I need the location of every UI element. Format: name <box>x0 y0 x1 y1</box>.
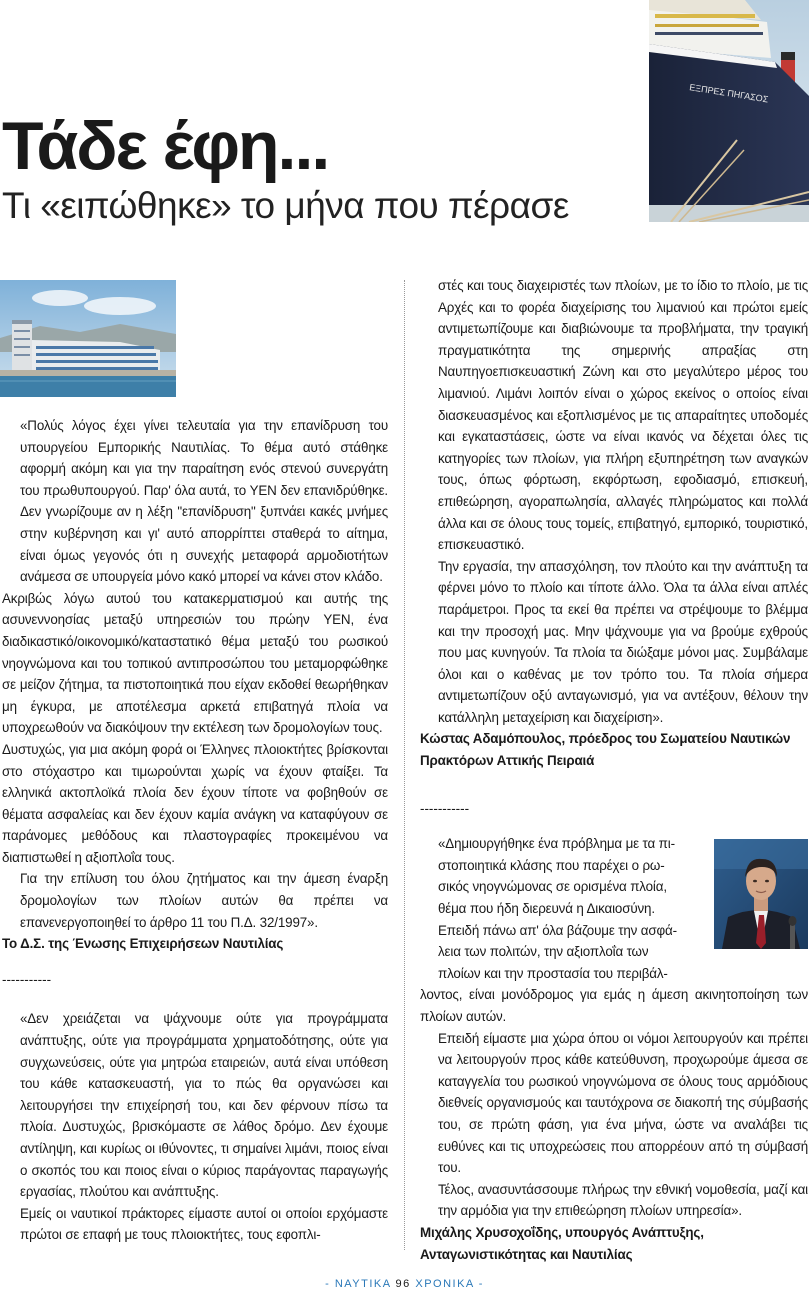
page-number: 96 <box>395 1278 411 1290</box>
page-subtitle: Τι «ειπώθηκε» το μήνα που πέρασε <box>2 185 569 226</box>
quote3-line: Επειδή πάνω απ' όλα βάζουμε την ασφά- <box>438 922 677 938</box>
left-column <box>2 415 388 1246</box>
right-column <box>420 275 808 1265</box>
quote1-paragraph: «Πολύς λόγος έχει γίνει τελευταία για την επανίδρυση του υπουργείου Εμπορικής Ναυτιλίας. Το θέμα αυτό στάθηκε αφορμή ακόμη και για την παραίτηση ενός στενού συνεργάτη του πρωθυπουργού. Παρ' όλα αυτά, το ΥΕΝ δεν επανιδρύθηκε. Δεν γνωρίζουμε αν η λέξη "επανίδρυση" ξυπνάει κακές μνήμες στην κυβέρνηση και γι' αυτό απορρίπτει σταθερά το αίτημα, είναι όμως γεγονός ότι η συνεχής μεταφορά αρμοδιοτήτων ανάμεσα σε υπουργεία μόνο κακό μπορεί να κάνει στον κλάδο. <box>20 418 388 585</box>
quote3-paragraph: Τέλος, ανασυντάσσουμε πλήρως την εθνική νομοθεσία, μαζί και την αρμόδια για την επιθεώρηση πλοίων υπηρεσία». <box>438 1181 808 1219</box>
quote3-line: πλοίων και την προστασία του περιβάλ- <box>438 965 668 981</box>
quote3-line: θέμα που ήδη διερευνά η Δικαιοσύνη. <box>438 901 655 917</box>
quote3-line: στοποιητικά κλάσης που παρέχει ο ρω- <box>438 857 665 873</box>
section-separator: ----------- <box>420 800 470 816</box>
section-separator: ----------- <box>2 971 52 987</box>
quote3-line: σικός νηογνώμονας σε ορισμένα πλοία, <box>438 879 667 895</box>
footer-right: ΧΡΟΝΙΚΑ - <box>415 1278 484 1290</box>
minister-portrait-photo <box>714 839 808 949</box>
quote1-paragraph: Ακριβώς λόγω αυτού του κατακερματισμού και αυτής της ασυνεννοησίας μεταξύ υπηρεσιών του πρώην ΥΕΝ, ένα διαδικαστικό/οικονομικό/καταστατικό θέμα μεταξύ του ρωσικού νηογνώμονα και του τοπικού αντιπροσώπου του μεταμορφώθηκε σε μείζον ζήτημα, τα πιστοποιητικά που είχαν εκδοθεί θεωρήθηκαν μη έγκυρα, με αποτέλεσμα αρκετά επιβατηγά πλοία να υποχρεωθούν να διακόψουν την εκτέλεση των δρομολογίων τους. <box>2 590 388 736</box>
quote2-paragraph: «Δεν χρειάζεται να ψάχνουμε ούτε για προγράμματα ανάπτυξης, ούτε για προγράμματα χρηματοδότησης, ούτε για συγχωνεύσεις, ούτε για μητρώα εταιρειών, αυτά είναι υπόθεση του κάθε κατασκευαστή, για το πώς θα οργανώσει και λειτουργήσει την επιχείρησή του, και δεν φέρνουν πίσω τα πλοία. Δυστυχώς, βρισκόμαστε σε λάθος δρόμο. Δεν έχουμε αντίληψη, και κυρίως οι ιθύνοντες, τι σημαίνει λιμάνι, ποιος είναι ο σκοπός του και ποιος είναι ο κύριος παράγοντας παραγωγής εργασίας, πλούτου και ανάπτυξης. <box>20 1011 388 1200</box>
quote3-paragraph: Επειδή είμαστε μια χώρα όπου οι νόμοι λειτουργούν και πρέπει να λειτουργούν προς κάθε κατεύθυνση, προχωρούμε άμεσα σε καταγγελία του ρωσικού νηογνώμονα σε όλους τους αρμόδιους διεθνείς οργανισμούς και ταυτόχρονα σε διακοπή της σύμβασής του, σε πρώτη φάση, για ένα μήνα, ώστε να αναλάβει τις ευθύνες και τις υποχρεώσεις που απορρέουν από τη σύμβασή του. <box>438 1030 808 1176</box>
ferry-ship-photo <box>649 0 809 222</box>
quote3-line: «Δημιουργήθηκε ένα πρόβλημα με τα πι- <box>438 836 675 852</box>
quote1-paragraph: Δυστυχώς, για μια ακόμη φορά οι Έλληνες πλοιοκτήτες βρίσκονται στο στόχαστρο και τιμωρούνται χωρίς να έχουν φταίξει. Τα ελληνικά ακτοπλοϊκά πλοία δεν έχουν τίποτε να φοβηθούν σε θέματα ασφαλείας και δεν έχουν καμία ανάγκη να καταφύγουν σε παράνομες μεθόδους και πλαστογραφίες προκειμένου να διαπιστωθεί η αξιοπλοΐα τους. <box>2 741 388 865</box>
page-footer <box>0 1278 809 1290</box>
footer-left: - ΝΑΥΤΙΚΑ <box>325 1278 391 1290</box>
quote3-paragraph: λοντος, είναι μονόδρομος για εμάς η άμεση ακινητοποίηση των πλοίων αυτών. <box>420 987 808 1024</box>
ministry-building-photo <box>0 280 176 397</box>
quote2-signature: Κώστας Αδαμόπουλος, πρόεδρος του Σωματείου Ναυτικών Πρακτόρων Αττικής Πειραιά <box>420 731 791 769</box>
quote3-line: λεια των πολιτών, την αξιοπλοΐα των <box>438 944 649 960</box>
quote1-signature: Το Δ.Σ. της Ένωσης Επιχειρήσεων Ναυτιλίας <box>2 936 284 952</box>
page-title: Τάδε έφη... <box>2 108 329 184</box>
quote3-signature-line1: Μιχάλης Χρυσοχοΐδης, υπουργός Ανάπτυξης, <box>420 1224 704 1240</box>
quote3-signature-line2: Ανταγωνιστικότητας και Ναυτιλίας <box>420 1246 633 1262</box>
quote2-paragraph: στές και τους διαχειριστές των πλοίων, με το ίδιο το πλοίο, με τις Αρχές και το φορέα διαχείρισης του λιμανιού και πρώτοι εμείς αντιμετωπίζουμε και διαβιώνουμε τα προβλήματα, την τραγική πραγματικότητα της σημερινής απραξίας στη Ναυπηγοεπισκευαστική Ζώνη και στο μεγαλύτερο μέρος του λιμανιού. Λιμάνι λοιπόν είναι ο χώρος εκείνος ο οποίος είναι διασκευασμένος και εξοπλισμένος με τις απαραίτητες υποδομές και εγκαταστάσεις, ώστε να είναι ικανός να δέχεται όλες τις κατηγορίες των πλοίων, για πλήρη εξυπηρέτηση των αναγκών τους, όπως φόρτωση, εκφόρτωση, εφοδιασμό, επισκευή, επιθεώρηση, αγοραπωλησία, αλλαγές πληρώματος και πολλά άλλα και σε όλους τους τομείς, επιβατηγό, εμπορικό, τουριστικό, επισκευαστικό. <box>438 278 808 553</box>
ship-name-text: ΕΞΠΡΕΣ ΠΗΓΑΣΟΣ <box>688 82 769 105</box>
quote2-paragraph: Την εργασία, την απασχόληση, τον πλούτο και την ανάπτυξη τα φέρνει μόνο το πλοίο και τίποτε άλλο. Όλα τα άλλα είναι απλές παράμετροι. Προς τα εκεί θα πρέπει να στρέψουμε το βλέμμα και την προσοχή μας. Μην ψάχνουμε για να βρούμε εχθρούς που μας κυνηγούν. Τα πλοία τα διώξαμε μόνοι μας. Συμβάλαμε όλοι και ο καθένας με τον τρόπο του. Τα πλοία σήμερα αντιμετωπίζουν οξύ ανταγωνισμό, για να αντέξουν, θέλουν την κατάλληλη μεταχείριση και διαχείριση». <box>438 558 808 725</box>
column-divider <box>404 280 406 1250</box>
quote2-paragraph: Εμείς οι ναυτικοί πράκτορες είμαστε αυτοί οι οποίοι ερχόμαστε πρώτοι σε επαφή με τους πλοιοκτήτες, τους εφοπλι- <box>20 1205 388 1243</box>
quote1-paragraph: Για την επίλυση του όλου ζητήματος και την άμεση έναρξη δρομολογίων των πλοίων αυτών θα πρέπει να επανενεργοποιηθεί το άρθρο 11 του Π.Δ. 32/1997». <box>20 871 388 930</box>
